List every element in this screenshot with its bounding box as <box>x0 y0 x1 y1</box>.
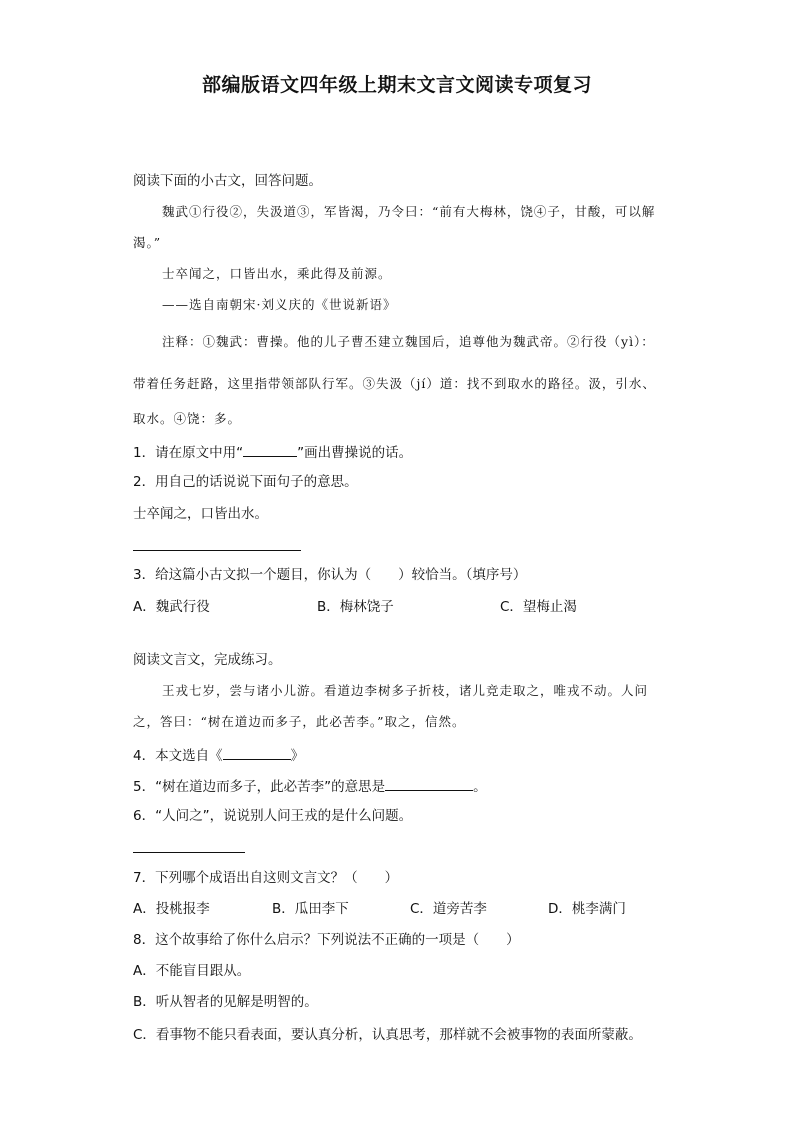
question-3-option-c[interactable]: C．望梅止渴 <box>500 599 577 615</box>
question-8-option-c[interactable]: C．看事物不能只看表面，要认真分析，认真思考，那样就不会被事物的表面所蒙蔽。 <box>133 1027 642 1043</box>
question-5-blank[interactable] <box>385 776 473 791</box>
question-4-pre: 4．本文选自《 <box>133 748 223 764</box>
question-2: 2．用自己的话说说下面句子的意思。 <box>133 474 358 490</box>
passage1-note-line3: 取水。④饶：多。 <box>133 411 242 426</box>
question-5-post: 。 <box>473 779 487 795</box>
question-8-option-a[interactable]: A．不能盲目跟从。 <box>133 963 251 979</box>
question-7-option-b[interactable]: B．瓜田李下 <box>272 901 349 917</box>
question-5 <box>133 776 487 796</box>
question-1 <box>133 442 412 462</box>
page-title: 部编版语文四年级上期末文言文阅读专项复习 <box>201 74 592 96</box>
question-1-blank[interactable] <box>243 442 297 457</box>
passage2-line1: 王戎七岁，尝与诸小儿游。看道边李树多子折枝，诸儿竞走取之，唯戎不动。人问 <box>162 683 649 698</box>
question-4-post: 》 <box>290 748 305 764</box>
question-4-blank[interactable] <box>223 745 291 760</box>
question-8-option-b[interactable]: B．听从智者的见解是明智的。 <box>133 994 318 1010</box>
question-4 <box>133 745 304 765</box>
question-8: 8．这个故事给了你什么启示？下列说法不正确的一项是（ ） <box>133 932 520 948</box>
question-7: 7．下列哪个成语出自这则文言文？（ ） <box>133 870 399 886</box>
question-1-post: ”画出曹操说的话。 <box>297 445 413 461</box>
question-7-option-d[interactable]: D．桃李满门 <box>548 901 626 917</box>
question-2-sentence: 士卒闻之，口皆出水。 <box>133 506 268 522</box>
question-7-option-c[interactable]: C．道旁苦李 <box>410 901 487 917</box>
passage1-source: ——选自南朝宋·刘义庆的《世说新语》 <box>162 297 397 312</box>
passage1-note-line2: 带着任务赶路，这里指带领部队行军。③失汲（jí）道：找不到取水的路径。汲，引水、 <box>133 376 656 391</box>
question-3-option-b[interactable]: B．梅林饶子 <box>317 599 394 615</box>
question-2-answer-line[interactable] <box>133 550 301 551</box>
question-6: 6．“人问之”，说说别人问王戎的是什么问题。 <box>133 808 413 824</box>
section2-instruction: 阅读文言文，完成练习。 <box>133 652 282 668</box>
passage2-line2: 之，答曰：“树在道边而多子，此必苦李。”取之，信然。 <box>133 714 466 729</box>
question-3-option-a[interactable]: A．魏武行役 <box>133 599 210 615</box>
passage1-line3: 士卒闻之，口皆出水，乘此得及前源。 <box>162 266 392 281</box>
question-7-option-a[interactable]: A．投桃报李 <box>133 901 210 917</box>
section1-instruction: 阅读下面的小古文，回答问题。 <box>133 173 322 189</box>
question-3: 3．给这篇小古文拟一个题目，你认为（ ）较恰当。（填序号） <box>133 567 527 583</box>
passage1-line2: 渴。” <box>133 235 162 250</box>
question-5-pre: 5．“树在道边而多子，此必苦李”的意思是 <box>133 779 386 795</box>
question-6-answer-line[interactable] <box>133 852 245 853</box>
passage1-line1: 魏武①行役②，失汲道③，军皆渴，乃令曰：“前有大梅林，饶④子，甘酸，可以解 <box>162 204 656 219</box>
question-1-pre: 1．请在原文中用“ <box>133 445 244 461</box>
passage1-note-line1: 注释：①魏武：曹操。他的儿子曹丕建立魏国后，追尊他为魏武帝。②行役（yì）： <box>162 334 655 349</box>
